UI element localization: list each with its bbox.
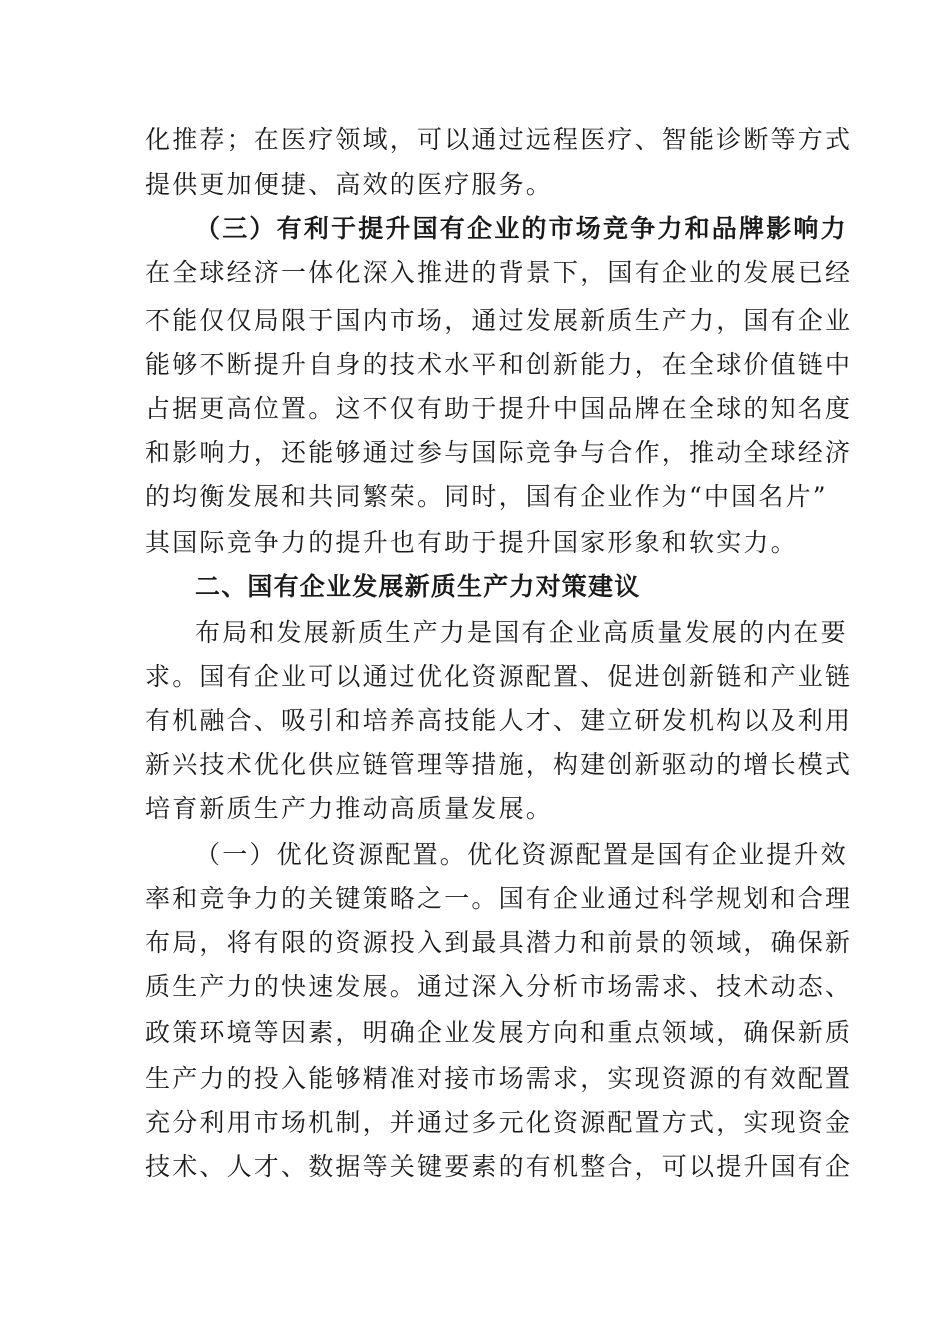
body-text-line: 在全球经济一体化深入推进的背景下，国有企业的发展已经 <box>145 258 853 287</box>
body-text-line: 率和竞争力的关键策略之一。国有企业通过科学规划和合理 <box>145 884 853 913</box>
body-text-line: 占据更高位置。这不仅有助于提升中国品牌在全球的知名度 <box>145 394 853 423</box>
body-text-line: 新兴技术优化供应链管理等措施，构建创新驱动的增长模式 <box>145 750 853 779</box>
body-text-line: 的均衡发展和共同繁荣。同时，国有企业作为“中国名片” <box>145 482 828 511</box>
body-text-line: 政策环境等因素，明确企业发展方向和重点领域，确保新质 <box>145 1018 853 1047</box>
body-text-line: 生产力的投入能够精准对接市场需求，实现资源的有效配置 <box>145 1064 853 1093</box>
body-text-line: 和影响力，还能够通过参与国际竞争与合作，推动全球经济 <box>145 438 853 467</box>
section-heading-2: 二、国有企业发展新质生产力对策建议 <box>195 572 641 601</box>
body-text-line: 布局和发展新质生产力是国有企业高质量发展的内在要 <box>195 618 848 647</box>
subsection-heading-1-paragraph: （一）优化资源配置。优化资源配置是国有企业提升效 <box>195 840 848 869</box>
body-text-line: 充分利用市场机制，并通过多元化资源配置方式，实现资金 <box>145 1108 853 1137</box>
body-text-line: 质生产力的快速发展。通过深入分析市场需求、技术动态、 <box>145 972 853 1001</box>
subsection-heading-3: （三）有利于提升国有企业的市场竞争力和品牌影响力 <box>195 214 848 243</box>
body-text-line: 能够不断提升自身的技术水平和创新能力，在全球价值链中 <box>145 350 853 379</box>
body-text-line: 布局，将有限的资源投入到最具潜力和前景的领域，确保新 <box>145 928 853 957</box>
body-text-line: 化推荐；在医疗领域，可以通过远程医疗、智能诊断等方式 <box>145 125 853 154</box>
body-text-line: 求。国有企业可以通过优化资源配置、促进创新链和产业链 <box>145 662 853 691</box>
body-text-line: 其国际竞争力的提升也有助于提升国家形象和软实力。 <box>145 528 798 557</box>
body-text-line: 培育新质生产力推动高质量发展。 <box>145 794 554 823</box>
body-text-line: 技术、人才、数据等关键要素的有机整合，可以提升国有企 <box>145 1152 853 1181</box>
body-text-line: 提供更加便捷、高效的医疗服务。 <box>145 170 554 199</box>
body-text-line: 不能仅仅局限于国内市场，通过发展新质生产力，国有企业 <box>145 306 853 335</box>
body-text-line: 有机融合、吸引和培养高技能人才、建立研发机构以及利用 <box>145 706 853 735</box>
